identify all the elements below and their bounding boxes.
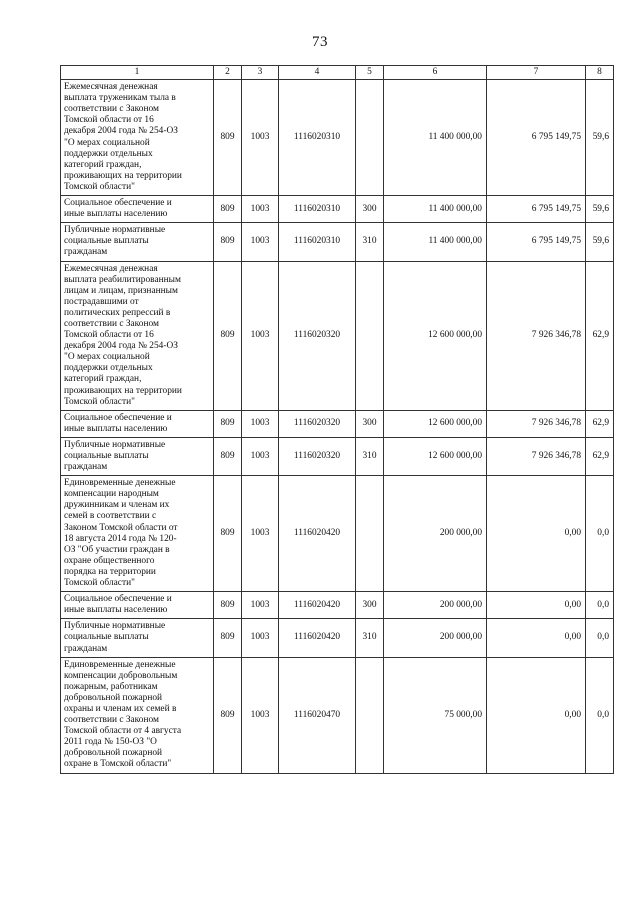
cell-expense-type: 310 — [356, 223, 384, 261]
table-row — [61, 437, 614, 475]
table-row — [61, 476, 614, 592]
table-row — [61, 80, 614, 196]
cell-percent: 0,0 — [586, 619, 614, 657]
cell-expense-type — [356, 261, 384, 410]
cell-section-code: 1003 — [242, 261, 279, 410]
cell-expense-type: 300 — [356, 196, 384, 223]
column-header: 4 — [279, 66, 356, 80]
budget-table — [60, 65, 614, 774]
column-header: 5 — [356, 66, 384, 80]
cell-section-code: 1003 — [242, 476, 279, 592]
cell-expense-type: 310 — [356, 619, 384, 657]
cell-target-code: 1116020310 — [279, 196, 356, 223]
cell-section-code: 1003 — [242, 619, 279, 657]
cell-percent: 59,6 — [586, 223, 614, 261]
table-row — [61, 223, 614, 261]
row-description: Публичные нормативные социальные выплаты гражданам — [61, 223, 214, 261]
cell-target-code: 1116020320 — [279, 410, 356, 437]
table-body — [61, 80, 614, 773]
row-description: Ежемесячная денежная выплата труженикам тыла в соответствии с Законом Томской области от 16 декабря 2004 года № 254-ОЗ "О мерах социальной поддержки отдельных категорий граждан, проживающих на территории Томской области" — [61, 80, 214, 196]
cell-planned-amount: 75 000,00 — [384, 657, 487, 773]
row-description: Социальное обеспечение и иные выплаты населению — [61, 196, 214, 223]
row-description: Социальное обеспечение и иные выплаты населению — [61, 592, 214, 619]
cell-expense-type: 300 — [356, 410, 384, 437]
cell-percent: 62,9 — [586, 261, 614, 410]
row-description: Социальное обеспечение и иные выплаты населению — [61, 410, 214, 437]
column-header: 6 — [384, 66, 487, 80]
cell-ministry-code: 809 — [214, 619, 242, 657]
cell-expense-type: 310 — [356, 437, 384, 475]
cell-executed-amount: 7 926 346,78 — [487, 261, 586, 410]
table-row — [61, 619, 614, 657]
cell-percent: 0,0 — [586, 476, 614, 592]
cell-ministry-code: 809 — [214, 592, 242, 619]
table-row — [61, 657, 614, 773]
row-description: Публичные нормативные социальные выплаты гражданам — [61, 619, 214, 657]
row-description: Единовременные денежные компенсации народным дружинникам и членам их семей в соответствии с Законом Томской области от 18 августа 2014 года № 120- ОЗ "Об участии граждан в охране общественного порядка на территории Томской области" — [61, 476, 214, 592]
page-number: 73 — [312, 34, 328, 50]
cell-target-code: 1116020310 — [279, 223, 356, 261]
cell-target-code: 1116020420 — [279, 619, 356, 657]
cell-planned-amount: 11 400 000,00 — [384, 80, 487, 196]
column-header: 2 — [214, 66, 242, 80]
cell-section-code: 1003 — [242, 657, 279, 773]
cell-ministry-code: 809 — [214, 476, 242, 592]
cell-percent: 59,6 — [586, 196, 614, 223]
cell-planned-amount: 12 600 000,00 — [384, 410, 487, 437]
cell-planned-amount: 11 400 000,00 — [384, 223, 487, 261]
cell-planned-amount: 12 600 000,00 — [384, 437, 487, 475]
cell-target-code: 1116020320 — [279, 261, 356, 410]
table-row — [61, 410, 614, 437]
cell-planned-amount: 200 000,00 — [384, 619, 487, 657]
cell-expense-type — [356, 80, 384, 196]
cell-ministry-code: 809 — [214, 410, 242, 437]
cell-ministry-code: 809 — [214, 80, 242, 196]
row-description: Публичные нормативные социальные выплаты гражданам — [61, 437, 214, 475]
cell-ministry-code: 809 — [214, 657, 242, 773]
cell-ministry-code: 809 — [214, 261, 242, 410]
cell-target-code: 1116020420 — [279, 476, 356, 592]
table-row — [61, 196, 614, 223]
cell-planned-amount: 12 600 000,00 — [384, 261, 487, 410]
cell-percent: 62,9 — [586, 437, 614, 475]
cell-executed-amount: 0,00 — [487, 592, 586, 619]
column-header: 8 — [586, 66, 614, 80]
column-header: 7 — [487, 66, 586, 80]
cell-executed-amount: 0,00 — [487, 657, 586, 773]
row-description: Ежемесячная денежная выплата реабилитированным лицам и лицам, признанным пострадавшими от политических репрессий в соответствии с Законом Томской области от 16 декабря 2004 года № 254-ОЗ "О мерах социальной поддержки отдельных категорий граждан, проживающих на территории Томской области" — [61, 261, 214, 410]
cell-ministry-code: 809 — [214, 196, 242, 223]
cell-executed-amount: 0,00 — [487, 476, 586, 592]
table-row — [61, 592, 614, 619]
cell-planned-amount: 200 000,00 — [384, 476, 487, 592]
header-row — [61, 66, 614, 80]
column-header: 3 — [242, 66, 279, 80]
column-header: 1 — [61, 66, 214, 80]
cell-section-code: 1003 — [242, 592, 279, 619]
cell-executed-amount: 0,00 — [487, 619, 586, 657]
cell-section-code: 1003 — [242, 223, 279, 261]
cell-section-code: 1003 — [242, 437, 279, 475]
cell-ministry-code: 809 — [214, 223, 242, 261]
cell-planned-amount: 200 000,00 — [384, 592, 487, 619]
cell-target-code: 1116020470 — [279, 657, 356, 773]
cell-target-code: 1116020420 — [279, 592, 356, 619]
cell-planned-amount: 11 400 000,00 — [384, 196, 487, 223]
cell-executed-amount: 7 926 346,78 — [487, 410, 586, 437]
cell-expense-type: 300 — [356, 592, 384, 619]
cell-percent: 59,6 — [586, 80, 614, 196]
cell-executed-amount: 6 795 149,75 — [487, 196, 586, 223]
cell-percent: 0,0 — [586, 592, 614, 619]
cell-expense-type — [356, 476, 384, 592]
cell-percent: 62,9 — [586, 410, 614, 437]
cell-expense-type — [356, 657, 384, 773]
row-description: Единовременные денежные компенсации добровольным пожарным, работникам добровольной пожарной охраны и членам их семей в соответствии с Законом Томской области от 4 августа 2011 года № 150-ОЗ "О добровольной пожарной охране в Томской области" — [61, 657, 214, 773]
cell-section-code: 1003 — [242, 80, 279, 196]
cell-executed-amount: 7 926 346,78 — [487, 437, 586, 475]
table-row — [61, 261, 614, 410]
cell-executed-amount: 6 795 149,75 — [487, 223, 586, 261]
cell-section-code: 1003 — [242, 410, 279, 437]
cell-percent: 0,0 — [586, 657, 614, 773]
cell-target-code: 1116020320 — [279, 437, 356, 475]
cell-target-code: 1116020310 — [279, 80, 356, 196]
cell-executed-amount: 6 795 149,75 — [487, 80, 586, 196]
cell-ministry-code: 809 — [214, 437, 242, 475]
cell-section-code: 1003 — [242, 196, 279, 223]
